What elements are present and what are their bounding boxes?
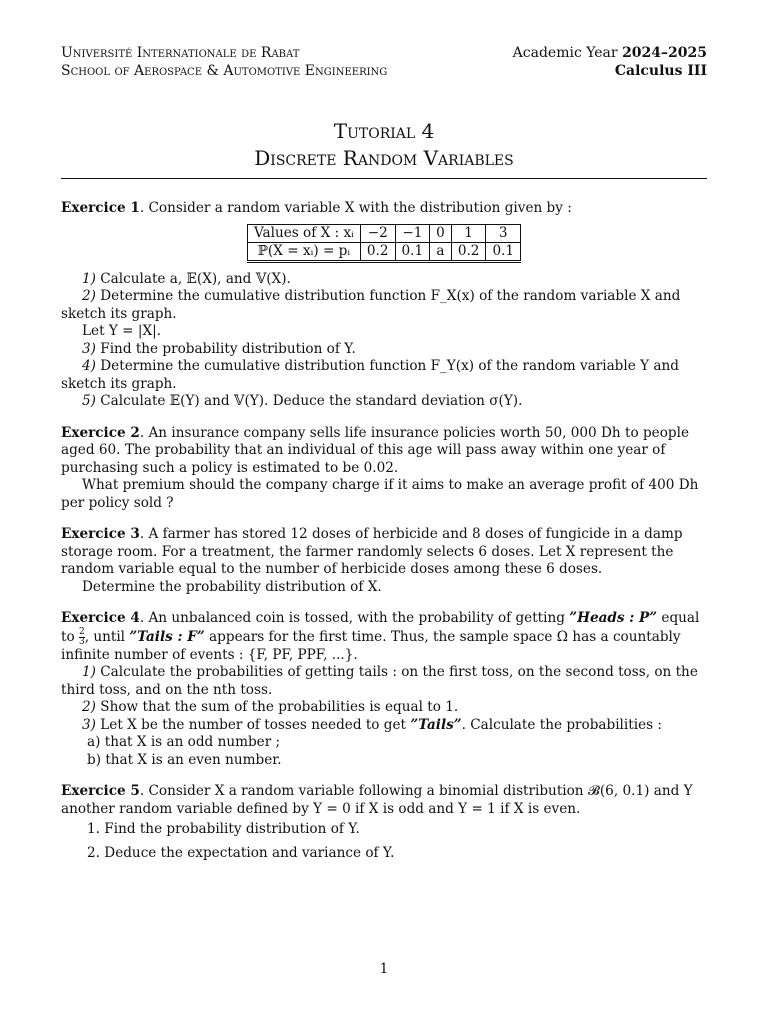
- fraction: $\frac{2}{3}$: [78, 626, 85, 647]
- table-cell: 0: [430, 224, 452, 242]
- question-4-3: 3) Let X be the number of tosses needed to get ”Tails”. Calculate the probabilities :: [82, 716, 662, 733]
- document-body: [61, 200, 707, 876]
- question-1-3: 3) Find the probability distribution of Y.: [82, 340, 356, 357]
- question-1-2: 2) Determine the cumulative distribution function F_X(x) of the random variable X and sketch its graph.: [61, 288, 681, 322]
- question-4-1: 1) Calculate the probabilities of getting tails : on the first toss, on the second toss, on the third toss, and on the nth toss.: [61, 664, 698, 698]
- academic-year-label: Academic Year: [512, 45, 618, 61]
- document-title: [0, 118, 768, 172]
- table-cell: 0.2: [451, 242, 486, 261]
- exercise-3: Exercice 3. A farmer has stored 12 doses of herbicide and 8 doses of fungicide in a damp storage room. For a treatment, the farmer randomly selects 6 doses. Let X represent the random variable equal to the number of herbicide doses among these 6 doses. Determine the probability distribution of X.: [61, 526, 707, 596]
- question-1-1: 1) Calculate a, 𝔼(X), and 𝕍(X).: [82, 270, 291, 287]
- table-cell: Values of X : xᵢ: [247, 224, 360, 242]
- table-cell: −1: [395, 224, 430, 242]
- course-name: Calculus III: [614, 63, 707, 79]
- exercise-2-label: Exercice 2: [61, 424, 140, 441]
- header-right: [513, 44, 707, 80]
- table-cell: 0.1: [395, 242, 430, 261]
- exercise-1-intro: . Consider a random variable X with the distribution given by :: [139, 200, 572, 216]
- question-4-2: 2) Show that the sum of the probabilities is equal to 1.: [82, 699, 459, 715]
- table-cell: 3: [486, 224, 521, 242]
- title-line-1: Tutorial 4: [333, 119, 435, 143]
- university-name: Université Internationale de Rabat: [61, 45, 300, 61]
- page-number: 1: [379, 961, 389, 977]
- academic-year: [513, 44, 707, 62]
- list-item: 1. Find the probability distribution of Y.: [87, 821, 360, 837]
- exercise-3-label: Exercice 3: [61, 526, 140, 542]
- list-item: 2. Deduce the expectation and variance of Y.: [87, 844, 395, 861]
- table-cell: ℙ(X = xᵢ) = pᵢ: [247, 242, 360, 261]
- exercise-5: Exercice 5. Consider X a random variable following a binomial distribution 𝓑(6, 0.1) and Y another random variable defined by Y = 0 if X is odd and Y = 1 if X is even. 1. Find the probability distribution of Y. 2. Deduce the expectation and variance of Y.: [61, 783, 707, 862]
- sub-question-b: b) that X is an even number.: [87, 751, 282, 768]
- table-cell: −2: [360, 224, 395, 242]
- school-name: School of Aerospace & Automotive Engineering: [61, 63, 388, 79]
- let-statement: Let Y = |X|.: [82, 323, 162, 339]
- distribution-table: [247, 224, 521, 263]
- table-cell: a: [430, 242, 452, 261]
- table-row-probabilities: [247, 242, 520, 261]
- exercise-2: Exercice 2. An insurance company sells life insurance policies worth 50, 000 Dh to people aged 60. The probability that an individual of this age will pass away within one year of purchasing such a policy is estimated to be 0.02. What premium should the company charge if it aims to make an average profit of 400 Dh per policy sold ?: [61, 425, 707, 513]
- title-line-2: Discrete Random Variables: [254, 146, 514, 170]
- exercise-3-question: Determine the probability distribution of X.: [82, 578, 382, 595]
- exercise-1: [61, 200, 707, 411]
- heads-term: ”Heads : P”: [569, 610, 658, 626]
- header-left: [61, 44, 387, 80]
- table-cell: 0.2: [360, 242, 395, 261]
- exercise-5-label: Exercice 5: [61, 783, 140, 799]
- table-cell: 0.1: [486, 242, 521, 261]
- tails-term: ”Tails : F”: [129, 628, 205, 645]
- title-rule: [61, 178, 707, 179]
- sub-question-a: a) that X is an odd number ;: [87, 734, 281, 750]
- academic-year-value: 2024–2025: [622, 45, 707, 61]
- exercise-5-list: [87, 821, 707, 862]
- exercise-1-label: Exercice 1: [61, 200, 140, 216]
- table-row-values: [247, 224, 520, 242]
- exercise-2-question: What premium should the company charge if it aims to make an average profit of 400 Dh per policy sold ?: [61, 477, 699, 511]
- exercise-4: Exercice 4. An unbalanced coin is tossed, with the probability of getting ”Heads : P” equal to $\frac{2}{3}$ , until ”Tails : F” appears for the first time. Thus, the sample space Ω has a countably infinite number of events : {F, PF, PPF, ...}. 1) Calculate the probabilities of getting tails : on the first toss, on the second toss, on the third toss, and on the nth toss. 2) Show that the sum of the probabilities is equal to 1. 3) Let X be the number of tosses needed to get ”Tails”. Calculate the probabilities : a) that X is an odd number ; b) that X is an even number.: [61, 610, 707, 769]
- exercise-4-label: Exercice 4: [61, 610, 140, 626]
- question-1-5: 5) Calculate 𝔼(Y) and 𝕍(Y). Deduce the standard deviation σ(Y).: [82, 393, 523, 409]
- question-1-4: 4) Determine the cumulative distribution function F_Y(x) of the random variable Y and sketch its graph.: [61, 358, 679, 392]
- table-cell: 1: [451, 224, 486, 242]
